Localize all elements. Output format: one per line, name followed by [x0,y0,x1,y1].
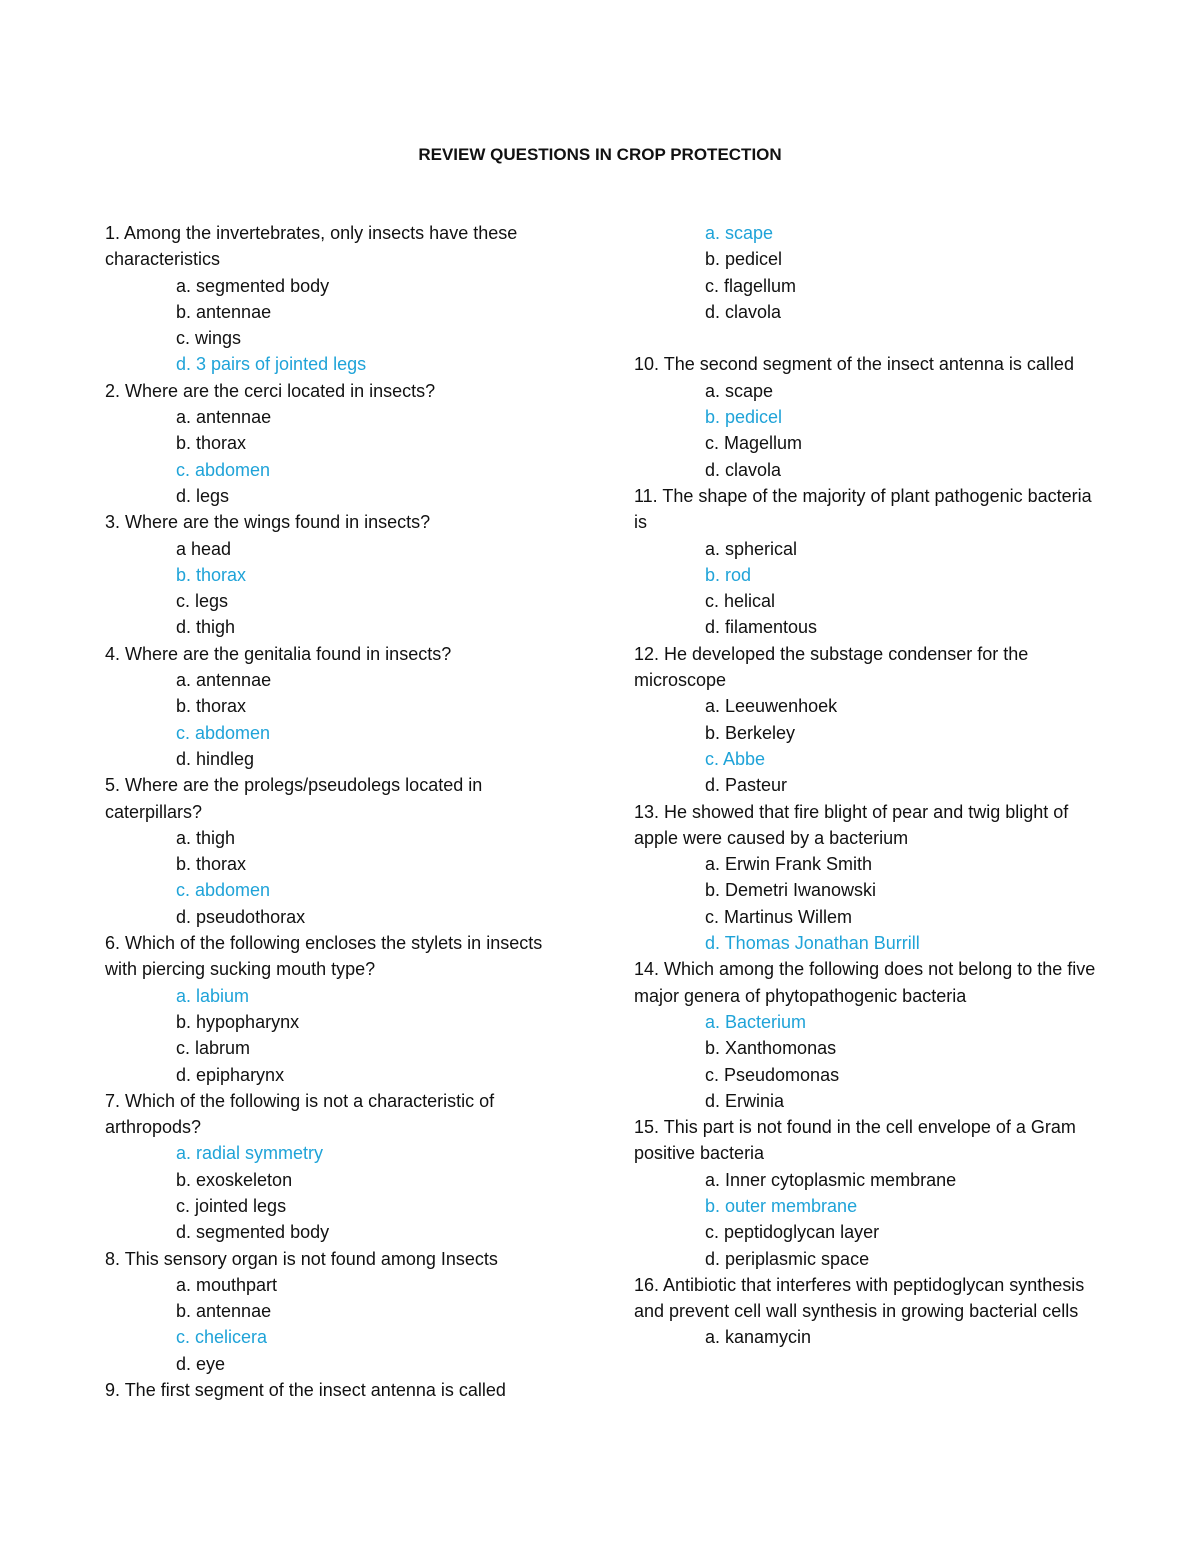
question-text: 10. The second segment of the insect antenna is called [634,354,1074,375]
answer-option: d. Pasteur [705,775,788,796]
question-block [634,1272,1104,1351]
answer-option: b. Xanthomonas [705,1038,837,1059]
question-block [105,1246,575,1377]
question-block [634,799,1104,957]
answer-option: d. filamentous [705,617,818,638]
answer-option: c. peptidoglycan layer [705,1222,880,1243]
correct-answer-option: c. abdomen [176,722,271,743]
question-text: 11. The shape of the majority of plant pathogenic bacteria is [634,485,1092,533]
correct-answer-option: c. abdomen [176,459,271,480]
question-block [105,1088,575,1246]
answer-option: c. Martinus Willem [705,906,853,927]
correct-answer-option: d. Thomas Jonathan Burrill [705,933,920,954]
correct-answer-option: c. chelicera [176,1327,268,1348]
answer-option: b. Berkeley [705,722,796,743]
question-text: 12. He developed the substage condenser for the microscope [634,643,1029,691]
answer-option: b. pedicel [705,249,783,270]
question-text: 14. Which among the following does not belong to the five major genera of phytopathogenic bacteria [634,959,1096,1006]
answer-options [105,825,575,930]
answer-option: a. Erwin Frank Smith [705,854,873,875]
answer-options [634,1324,1104,1350]
question-block [105,378,575,509]
correct-answer-option: a. radial symmetry [176,1143,324,1164]
answer-options [105,273,575,378]
answer-options [634,536,1104,641]
question-text: 16. Antibiotic that interferes with peptidoglycan synthesis and prevent cell wall synthesis in growing bacterial cells [634,1274,1085,1322]
document-title: REVIEW QUESTIONS IN CROP PROTECTION [418,145,782,164]
answer-option: a. antennae [176,407,272,428]
answer-option: a. Leeuwenhoek [705,696,838,717]
spacer [634,325,1104,351]
answer-option: a. scape [705,380,774,401]
answer-option: a. kanamycin [705,1327,812,1348]
correct-answer-option: b. pedicel [705,407,783,428]
question-block [634,483,1104,641]
answer-option: c. flagellum [705,275,797,296]
answer-option: b. exoskeleton [176,1169,293,1190]
right-column [634,220,1104,1351]
answer-option: b. thorax [176,696,247,717]
answer-option: c. wings [176,328,242,349]
answer-options [634,378,1104,483]
correct-answer-option: b. outer membrane [705,1195,858,1216]
answer-option: c. Magellum [705,433,803,454]
question-text: 2. Where are the cerci located in insects? [105,380,436,401]
question-text: 15. This part is not found in the cell envelope of a Gram positive bacteria [634,1117,1076,1164]
answer-option: a. spherical [705,538,798,559]
answer-options [634,220,1104,325]
question-text: 6. Which of the following encloses the stylets in insects with piercing sucking mouth type? [105,933,543,980]
answer-option: d. epipharynx [176,1064,285,1085]
answer-option: d. segmented body [176,1222,330,1243]
answer-options [634,1009,1104,1114]
question-block [634,641,1104,799]
question-text: 9. The first segment of the insect antenna is called [105,1380,506,1401]
answer-options [105,404,575,509]
question-block [105,1377,575,1403]
answer-options [105,536,575,641]
answer-options [634,693,1104,798]
answer-option: b. antennae [176,301,272,322]
answer-option: a head [176,538,232,559]
question-text: 4. Where are the genitalia found in insects? [105,643,452,664]
answer-option: d. legs [176,485,230,506]
answer-options [105,983,575,1088]
answer-option: a. Inner cytoplasmic membrane [705,1169,957,1190]
answer-option: c. labrum [176,1038,251,1059]
answer-option: c. Pseudomonas [705,1064,840,1085]
correct-answer-option: a. labium [176,985,250,1006]
correct-answer-option: c. abdomen [176,880,271,901]
correct-answer-option: b. rod [705,564,752,585]
answer-options [105,1140,575,1245]
answer-option: a. antennae [176,670,272,691]
question-text: 3. Where are the wings found in insects? [105,512,431,533]
correct-answer-option: c. Abbe [705,748,766,769]
answer-option: d. periplasmic space [705,1248,870,1269]
question-block [105,930,575,1088]
answer-option: b. thorax [176,433,247,454]
question-text: 7. Which of the following is not a characteristic of arthropods? [105,1090,495,1138]
answer-option: b. thorax [176,854,247,875]
question-block [634,956,1104,1114]
answer-option: a. thigh [176,827,236,848]
answer-options [105,1272,575,1377]
answer-option: d. clavola [705,301,782,322]
correct-answer-option: a. scape [705,223,774,243]
answer-options [634,851,1104,956]
question-block [105,220,575,378]
answer-option: c. helical [705,591,776,612]
answer-option: d. pseudothorax [176,906,306,927]
answer-option: a. segmented body [176,275,330,296]
question-block [634,351,1104,482]
answer-option: b. hypopharynx [176,1011,300,1032]
correct-answer-option: b. thorax [176,564,247,585]
question-text: 1. Among the invertebrates, only insects have these characteristics [105,223,518,270]
answer-option: d. eye [176,1353,226,1374]
correct-answer-option: a. Bacterium [705,1011,807,1032]
question-block [105,509,575,640]
question-block [105,641,575,772]
answer-option: d. clavola [705,459,782,480]
question-text: 13. He showed that fire blight of pear and twig blight of apple were caused by a bacterium [634,801,1069,848]
answer-options [105,667,575,772]
correct-answer-option: d. 3 pairs of jointed legs [176,354,367,375]
question-block [105,772,575,930]
question-block [634,1114,1104,1272]
answer-option: a. mouthpart [176,1274,278,1295]
answer-option: c. legs [176,591,229,612]
answer-options [634,1167,1104,1272]
answer-option: c. jointed legs [176,1195,287,1216]
left-column [105,220,575,1403]
answer-option: d. Erwinia [705,1090,785,1111]
answer-option: d. hindleg [176,748,255,769]
question-text: 5. Where are the prolegs/pseudolegs located in caterpillars? [105,775,483,822]
answer-option: b. Demetri Iwanowski [705,880,877,901]
question-text: 8. This sensory organ is not found among Insects [105,1248,498,1269]
answer-option: d. thigh [176,617,236,638]
question-block [634,220,1104,325]
answer-option: b. antennae [176,1301,272,1322]
